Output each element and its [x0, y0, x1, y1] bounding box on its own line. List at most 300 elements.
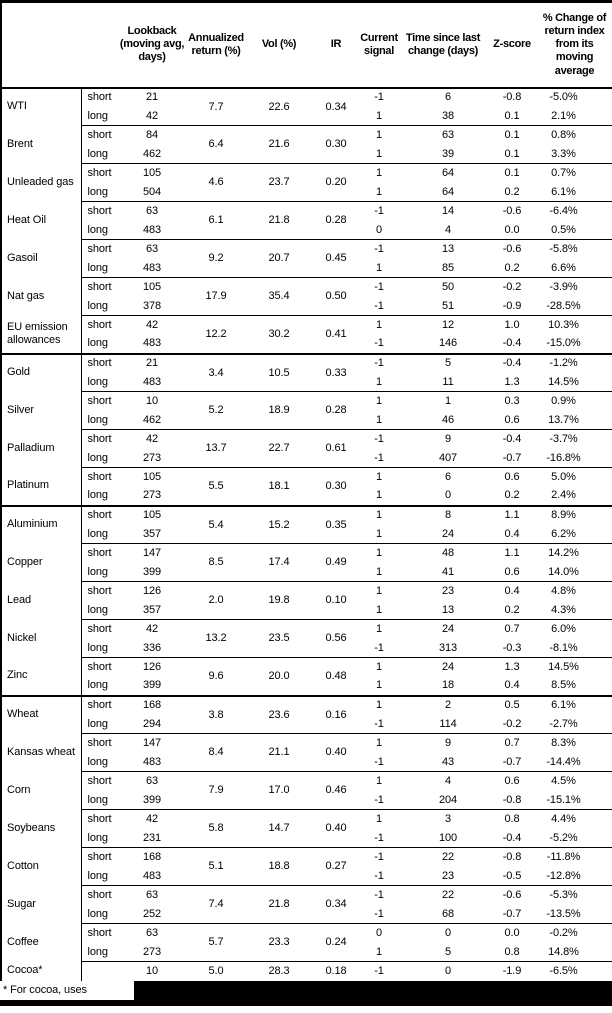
horizon-cell: short	[81, 734, 117, 753]
signal-cell: 1	[359, 392, 399, 411]
horizon-cell: short	[87, 91, 112, 104]
ir-cell: 0.41	[313, 316, 359, 354]
zscore-cell: -0.4	[487, 430, 537, 449]
lookback-cell: 357	[142, 527, 162, 540]
signal-cell: 1	[359, 126, 399, 145]
lookback-cell: 63	[117, 924, 187, 943]
table-row	[1, 240, 612, 259]
table-row	[1, 962, 612, 981]
table-row	[1, 772, 612, 791]
horizon-cell: short	[81, 430, 117, 449]
zscore-cell: 0.8	[504, 945, 520, 958]
time-since-cell: 64	[399, 164, 487, 183]
lookback-cell: 105	[117, 278, 187, 297]
lookback-cell: 10	[117, 392, 187, 411]
commodity-name: Lead	[1, 582, 81, 620]
footnote: * For cocoa, uses	[0, 981, 136, 1002]
zscore-cell: 0.6	[504, 565, 520, 578]
vol-cell: 20.0	[245, 658, 313, 696]
time-since-cell: 5	[444, 945, 452, 958]
vol-cell: 35.4	[245, 278, 313, 316]
commodity-name: Corn	[1, 772, 81, 810]
table-row	[1, 544, 612, 563]
signal-cell: 1	[359, 468, 399, 487]
zscore-cell: 0.2	[504, 185, 520, 198]
table-row	[1, 88, 612, 107]
table-row	[1, 430, 612, 449]
time-since-cell: 63	[399, 126, 487, 145]
annualized-return-cell: 8.5	[187, 544, 245, 582]
signal-cell: 1	[359, 164, 399, 183]
pct-change-cell: -8.1%	[549, 641, 578, 654]
pct-change-cell: 0.9%	[537, 392, 612, 411]
lookback-cell: 462	[142, 147, 162, 160]
horizon-cell: short	[81, 696, 117, 715]
ir-cell: 0.20	[313, 164, 359, 202]
vol-cell: 22.6	[268, 100, 290, 113]
zscore-cell: -0.8	[487, 848, 537, 867]
lookback-cell: 483	[142, 261, 162, 274]
lookback-cell: 294	[142, 717, 162, 730]
lookback-cell: 42	[117, 810, 187, 829]
time-since-cell: 85	[441, 261, 455, 274]
ir-cell: 0.40	[313, 810, 359, 848]
ir-cell: 0.28	[313, 202, 359, 240]
table-body	[1, 88, 612, 981]
zscore-cell: -0.7	[502, 907, 522, 920]
table-row	[1, 468, 612, 487]
column-header-lookback: Lookback (moving avg, days)	[117, 2, 187, 88]
annualized-return-cell: 5.4	[187, 506, 245, 544]
pct-change-cell: 14.2%	[537, 544, 612, 563]
horizon-cell: long	[87, 451, 108, 464]
table-row	[1, 734, 612, 753]
zscore-cell: 0.6	[504, 413, 520, 426]
zscore-cell: 0.4	[504, 679, 520, 692]
annualized-return-cell: 4.6	[187, 164, 245, 202]
time-since-cell: 48	[399, 544, 487, 563]
pct-change-cell: -12.8%	[546, 869, 581, 882]
commodity-name: Unleaded gas	[1, 164, 81, 202]
zscore-cell: 0.1	[504, 109, 520, 122]
horizon-cell: long	[87, 223, 108, 236]
column-header-zscore: Z-score	[487, 2, 537, 88]
signal-cell: 1	[375, 945, 383, 958]
signal-cell: 1	[359, 658, 399, 677]
commodity-name: Kansas wheat	[1, 734, 81, 772]
commodity-name: Soybeans	[1, 810, 81, 848]
zscore-cell: -0.4	[487, 354, 537, 373]
lookback-cell: 10	[117, 962, 187, 981]
time-since-cell: 24	[399, 620, 487, 639]
zscore-cell: -0.2	[502, 717, 522, 730]
column-header-pct-change: % Change of return index from its moving average	[537, 2, 612, 88]
column-header-current-signal: Current signal	[359, 2, 399, 88]
pct-change-cell: 13.7%	[548, 413, 579, 426]
annualized-return-cell: 2.0	[187, 582, 245, 620]
time-since-cell: 41	[441, 565, 455, 578]
time-since-cell: 23	[399, 582, 487, 601]
ir-cell: 0.61	[313, 430, 359, 468]
zscore-cell: -0.5	[502, 869, 522, 882]
commodity-name: Nickel	[1, 620, 81, 658]
pct-change-cell: 14.0%	[548, 565, 579, 578]
zscore-cell: -0.8	[502, 793, 522, 806]
column-header-blank	[1, 2, 117, 88]
time-since-cell: 3	[399, 810, 487, 829]
zscore-cell: 0.7	[487, 620, 537, 639]
zscore-cell: 0.1	[504, 147, 520, 160]
time-since-cell: 39	[441, 147, 455, 160]
zscore-cell: 0.0	[487, 924, 537, 943]
pct-change-cell: 10.3%	[537, 316, 612, 335]
column-header-vol: Vol (%)	[245, 2, 313, 88]
time-since-cell: 1	[399, 392, 487, 411]
annualized-return-cell: 5.0	[187, 962, 245, 981]
time-since-cell: 2	[399, 696, 487, 715]
time-since-cell: 13	[399, 240, 487, 259]
lookback-cell: 336	[142, 641, 162, 654]
horizon-cell: long	[87, 413, 108, 426]
zscore-cell: 1.1	[487, 544, 537, 563]
zscore-cell: -0.7	[502, 755, 522, 768]
horizon-cell: long	[87, 337, 108, 350]
signal-cell: 0	[375, 223, 383, 236]
commodity-name: Coffee	[1, 924, 81, 962]
ir-cell: 0.10	[313, 582, 359, 620]
pct-change-cell: 2.4%	[551, 489, 576, 502]
signal-cell: -1	[359, 886, 399, 905]
zscore-cell: 0.0	[504, 223, 520, 236]
horizon-cell: long	[87, 147, 108, 160]
commodity-name: Aluminium	[1, 506, 81, 544]
signal-cell: 1	[375, 489, 383, 502]
ir-cell: 0.45	[313, 240, 359, 278]
lookback-cell: 399	[142, 679, 162, 692]
lookback-cell: 252	[142, 907, 162, 920]
time-since-cell: 38	[441, 109, 455, 122]
annualized-return-cell: 7.4	[187, 886, 245, 924]
signal-cell: 1	[359, 544, 399, 563]
zscore-cell: 0.4	[487, 582, 537, 601]
time-since-cell: 46	[441, 413, 455, 426]
time-since-cell: 50	[399, 278, 487, 297]
zscore-cell: -0.3	[502, 641, 522, 654]
vol-cell: 23.5	[245, 620, 313, 658]
signal-cell: -1	[359, 962, 399, 981]
commodity-name: Gold	[1, 354, 81, 392]
annualized-return-cell: 5.5	[187, 468, 245, 506]
lookback-cell: 273	[142, 451, 162, 464]
zscore-cell: 0.2	[504, 489, 520, 502]
annualized-return-cell: 5.7	[187, 924, 245, 962]
signal-cell: 1	[359, 696, 399, 715]
signal-cell: -1	[359, 240, 399, 259]
signal-cell: -1	[359, 848, 399, 867]
zscore-cell: 0.2	[504, 603, 520, 616]
signal-cell: -1	[374, 755, 384, 768]
vol-cell: 20.7	[245, 240, 313, 278]
ir-cell: 0.30	[313, 468, 359, 506]
annualized-return-cell: 8.4	[187, 734, 245, 772]
table-row	[1, 354, 612, 373]
column-header-ir: IR	[313, 2, 359, 88]
vol-cell: 21.8	[245, 886, 313, 924]
annualized-return-cell: 3.8	[187, 696, 245, 734]
table-row	[1, 886, 612, 905]
horizon-cell: long	[87, 603, 108, 616]
zscore-cell: 0.5	[487, 696, 537, 715]
lookback-cell: 483	[142, 375, 162, 388]
zscore-cell: -0.8	[502, 91, 522, 104]
time-since-cell: 11	[442, 375, 454, 388]
pct-change-cell: 0.5%	[551, 223, 576, 236]
pct-change-cell: -28.5%	[546, 299, 581, 312]
table-row	[1, 506, 612, 525]
signal-cell: -1	[374, 337, 384, 350]
signal-cell: 1	[375, 679, 383, 692]
pct-change-cell: -6.5%	[537, 962, 612, 981]
table-row	[1, 164, 612, 183]
time-since-cell: 8	[399, 506, 487, 525]
horizon-cell: long	[87, 641, 108, 654]
time-since-cell: 43	[441, 755, 455, 768]
lookback-cell: 168	[117, 696, 187, 715]
pct-change-cell: -5.8%	[537, 240, 612, 259]
horizon-cell: long	[87, 375, 108, 388]
lookback-cell: 126	[117, 658, 187, 677]
lookback-cell: 105	[117, 164, 187, 183]
time-since-cell: 0	[399, 962, 487, 981]
lookback-cell: 483	[142, 223, 162, 236]
zscore-cell: -0.6	[487, 886, 537, 905]
signal-cell: 1	[359, 316, 399, 335]
commodity-name: EU emission allowances	[1, 316, 81, 354]
horizon-cell	[81, 962, 117, 981]
horizon-cell: short	[81, 240, 117, 259]
horizon-cell: short	[81, 316, 117, 335]
time-since-cell: 0	[399, 924, 487, 943]
signal-cell: 1	[359, 734, 399, 753]
table-row	[1, 848, 612, 867]
signal-cell: 1	[359, 772, 399, 791]
horizon-cell: short	[81, 126, 117, 145]
table-row	[1, 582, 612, 601]
signal-cell: 1	[375, 261, 383, 274]
signal-cell: -1	[374, 907, 384, 920]
time-since-cell: 4	[444, 223, 452, 236]
signal-cell: 1	[359, 582, 399, 601]
zscore-cell: -0.6	[487, 202, 537, 221]
vol-cell: 23.6	[245, 696, 313, 734]
lookback-cell: 147	[117, 544, 187, 563]
time-since-cell: 313	[438, 641, 458, 654]
pct-change-cell: 0.8%	[537, 126, 612, 145]
pct-change-cell: 2.1%	[551, 109, 576, 122]
zscore-cell: -1.9	[487, 962, 537, 981]
lookback-cell: 357	[142, 603, 162, 616]
commodity-name: Copper	[1, 544, 81, 582]
pct-change-cell: 0.7%	[537, 164, 612, 183]
table-header	[1, 2, 612, 88]
ir-cell: 0.34	[313, 886, 359, 924]
vol-cell: 19.8	[245, 582, 313, 620]
horizon-cell: long	[87, 793, 108, 806]
signal-cell: 1	[375, 565, 383, 578]
zscore-cell: 1.1	[487, 506, 537, 525]
lookback-cell: 126	[117, 582, 187, 601]
pct-change-cell: 5.0%	[537, 468, 612, 487]
vol-cell: 23.3	[245, 924, 313, 962]
signal-cell: 1	[359, 810, 399, 829]
signal-cell: 1	[375, 413, 383, 426]
time-since-cell: 4	[399, 772, 487, 791]
vol-cell: 18.9	[245, 392, 313, 430]
horizon-cell: long	[87, 489, 108, 502]
time-since-cell: 204	[438, 793, 458, 806]
pct-change-cell: -15.1%	[546, 793, 581, 806]
pct-change-cell: 4.5%	[537, 772, 612, 791]
horizon-cell: short	[81, 506, 117, 525]
horizon-cell: short	[81, 582, 117, 601]
annualized-return-cell: 6.1	[187, 202, 245, 240]
signal-cell: -1	[374, 869, 384, 882]
pct-change-cell: 14.5%	[548, 375, 579, 388]
signal-cell: -1	[374, 91, 384, 104]
signal-cell: 1	[375, 527, 383, 540]
zscore-cell: -0.7	[502, 451, 522, 464]
commodity-name: Cocoa*	[1, 962, 81, 981]
signal-cell: 1	[375, 185, 383, 198]
vol-cell: 28.3	[245, 962, 313, 981]
ir-cell: 0.24	[313, 924, 359, 962]
annualized-return-cell: 5.1	[187, 848, 245, 886]
ir-cell: 0.33	[313, 354, 359, 392]
ir-cell: 0.46	[313, 772, 359, 810]
time-since-cell: 100	[438, 831, 458, 844]
ir-cell: 0.30	[313, 126, 359, 164]
time-since-cell: 22	[399, 886, 487, 905]
ir-cell: 0.28	[313, 392, 359, 430]
lookback-cell: 378	[142, 299, 162, 312]
horizon-cell: long	[87, 869, 108, 882]
time-since-cell: 13	[441, 603, 455, 616]
time-since-cell: 22	[399, 848, 487, 867]
signal-cell: -1	[374, 299, 384, 312]
pct-change-cell: 4.4%	[537, 810, 612, 829]
vol-cell: 18.1	[245, 468, 313, 506]
horizon-cell: short	[81, 164, 117, 183]
lookback-cell: 84	[117, 126, 187, 145]
footer-bar	[0, 981, 612, 1006]
horizon-cell: long	[87, 679, 108, 692]
table-row	[1, 316, 612, 335]
time-since-cell: 24	[441, 527, 455, 540]
pct-change-cell: -3.7%	[537, 430, 612, 449]
table-row	[1, 658, 612, 677]
zscore-cell: 0.1	[487, 164, 537, 183]
pct-change-cell: -5.0%	[549, 91, 578, 104]
horizon-cell: long	[87, 717, 108, 730]
time-since-cell: 68	[441, 907, 455, 920]
horizon-cell: long	[87, 299, 108, 312]
vol-cell: 18.8	[245, 848, 313, 886]
zscore-cell: 0.6	[487, 772, 537, 791]
signal-cell: -1	[374, 451, 384, 464]
pct-change-cell: -3.9%	[537, 278, 612, 297]
time-since-cell: 9	[399, 430, 487, 449]
lookback-cell: 168	[117, 848, 187, 867]
horizon-cell: short	[81, 202, 117, 221]
table-row	[1, 696, 612, 715]
lookback-cell: 63	[117, 202, 187, 221]
signal-cell: -1	[374, 641, 384, 654]
time-since-cell: 51	[441, 299, 455, 312]
signal-cell: -1	[374, 793, 384, 806]
pct-change-cell: 14.8%	[548, 945, 579, 958]
pct-change-cell: -1.2%	[537, 354, 612, 373]
pct-change-cell: -5.2%	[549, 831, 578, 844]
commodity-name: Gasoil	[1, 240, 81, 278]
horizon-cell: long	[87, 261, 108, 274]
column-header-annualized-return: Annualized return (%)	[187, 2, 245, 88]
pct-change-cell: -11.8%	[537, 848, 612, 867]
pct-change-cell: -14.4%	[546, 755, 581, 768]
signal-cell: -1	[374, 717, 384, 730]
lookback-cell: 504	[142, 185, 162, 198]
zscore-cell: 0.7	[487, 734, 537, 753]
annualized-return-cell: 12.2	[187, 316, 245, 354]
horizon-cell: long	[87, 527, 108, 540]
annualized-return-cell: 7.7	[208, 100, 224, 113]
annualized-return-cell: 9.2	[187, 240, 245, 278]
horizon-cell: short	[81, 848, 117, 867]
lookback-cell: 42	[117, 620, 187, 639]
vol-cell: 30.2	[245, 316, 313, 354]
ir-cell: 0.40	[313, 734, 359, 772]
pct-change-cell: 6.2%	[551, 527, 576, 540]
time-since-cell: 24	[399, 658, 487, 677]
time-since-cell: 146	[438, 337, 458, 350]
pct-change-cell: 6.0%	[537, 620, 612, 639]
horizon-cell: short	[81, 278, 117, 297]
horizon-cell: short	[81, 810, 117, 829]
vol-cell: 17.4	[245, 544, 313, 582]
commodity-name: Brent	[1, 126, 81, 164]
pct-change-cell: -5.3%	[537, 886, 612, 905]
time-since-cell: 18	[441, 679, 455, 692]
lookback-cell: 21	[117, 354, 187, 373]
signal-cell: 1	[359, 506, 399, 525]
lookback-cell: 105	[117, 506, 187, 525]
pct-change-cell: -0.2%	[537, 924, 612, 943]
lookback-cell: 63	[117, 886, 187, 905]
annualized-return-cell: 17.9	[187, 278, 245, 316]
vol-cell: 21.6	[245, 126, 313, 164]
ir-cell: 0.50	[313, 278, 359, 316]
horizon-cell: long	[87, 945, 108, 958]
time-since-cell: 407	[438, 451, 458, 464]
commodity-name: Nat gas	[1, 278, 81, 316]
zscore-cell: 1.3	[504, 375, 520, 388]
zscore-cell: -0.4	[502, 831, 522, 844]
time-since-cell: 114	[439, 717, 457, 730]
signal-cell: -1	[359, 202, 399, 221]
commodity-name: Wheat	[1, 696, 81, 734]
lookback-cell: 42	[117, 316, 187, 335]
lookback-cell: 231	[142, 831, 162, 844]
table-row	[1, 278, 612, 297]
